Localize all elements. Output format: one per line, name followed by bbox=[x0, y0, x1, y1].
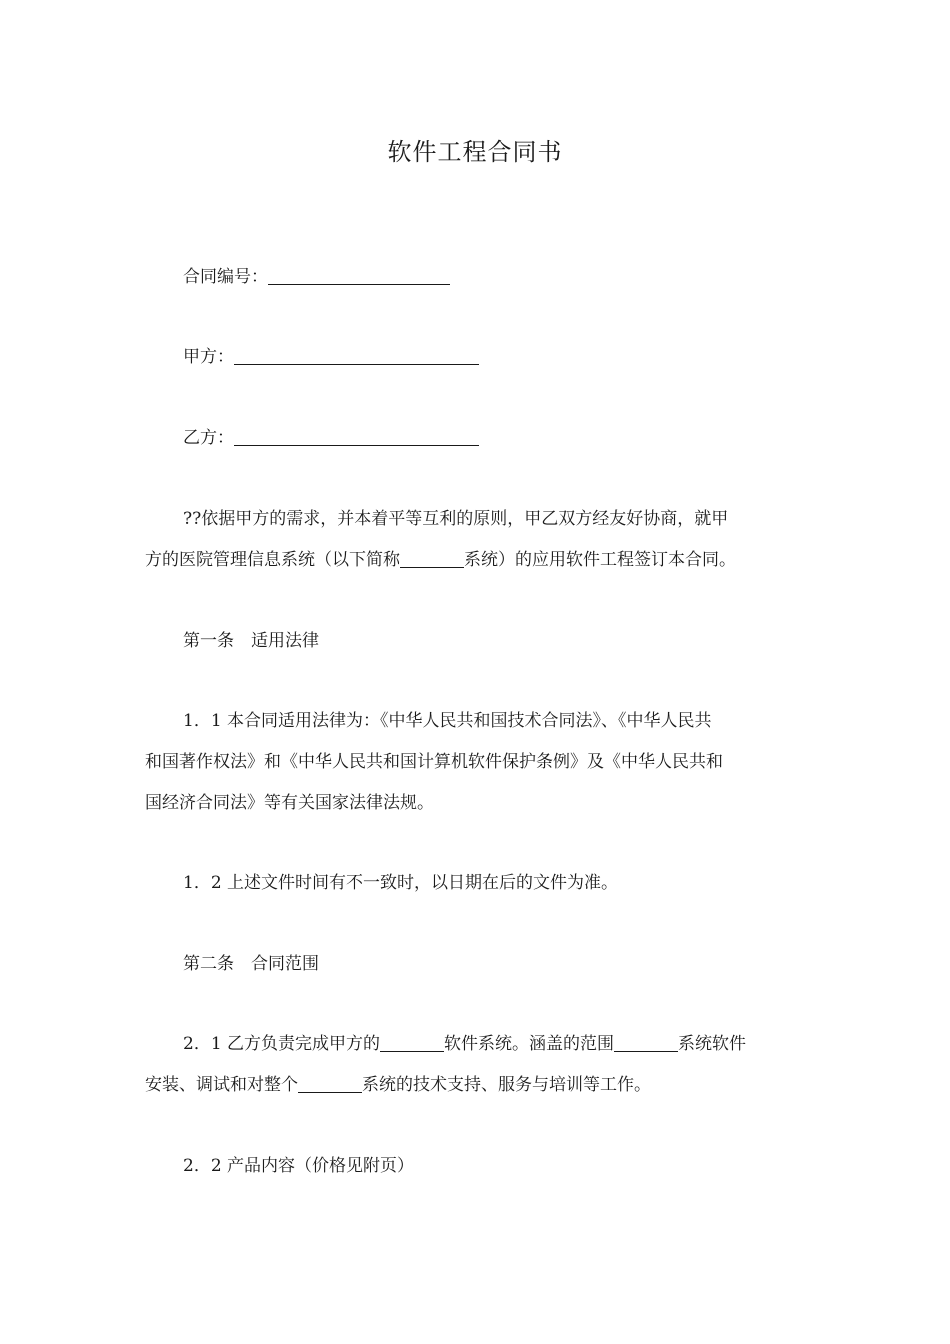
clause-2-1-text-b: 软件系统。涵盖的范围 bbox=[444, 1034, 615, 1054]
clause-2-2: 2．2 产品内容（价格见附页） bbox=[183, 1156, 415, 1176]
document-title: 软件工程合同书 bbox=[387, 138, 563, 166]
system-blank bbox=[298, 1072, 362, 1093]
clause-1-1-line-2: 和国著作权法》和《中华人民共和国计算机软件保护条例》及《中华人民共和 bbox=[145, 752, 723, 772]
clause-2-1-text-a: 2．1 乙方负责完成甲方的 bbox=[183, 1034, 381, 1054]
party-a-line bbox=[183, 337, 843, 377]
party-b-line bbox=[183, 418, 843, 458]
intro-text-a: 方的医院管理信息系统（以下简称 bbox=[145, 550, 400, 570]
party-a-label: 甲方： bbox=[183, 347, 234, 367]
clause-2-1-text-e: 系统的技术支持、服务与培训等工作。 bbox=[362, 1075, 651, 1095]
contract-number-blank bbox=[268, 264, 450, 285]
clause-1-1-line-1: 1．1 本合同适用法律为：《中华人民共和国技术合同法》、《中华人民共 bbox=[183, 711, 712, 731]
contract-number-label: 合同编号： bbox=[183, 267, 268, 287]
party-b-blank bbox=[234, 425, 479, 446]
contract-number-line bbox=[183, 257, 843, 297]
intro-line-1: ??依据甲方的需求，并本着平等互利的原则，甲乙双方经友好协商，就甲 bbox=[183, 509, 729, 529]
clause-2-1-text-c: 系统软件 bbox=[678, 1034, 747, 1054]
clause-1-2: 1．2 上述文件时间有不一致时，以日期在后的文件为准。 bbox=[183, 873, 619, 893]
clause-1-1-line-3: 国经济合同法》等有关国家法律法规。 bbox=[145, 793, 434, 813]
article-1-heading: 第一条 适用法律 bbox=[183, 631, 319, 651]
party-b-label: 乙方： bbox=[183, 428, 234, 448]
scope-blank bbox=[614, 1031, 678, 1052]
clause-2-1-line-1 bbox=[183, 1024, 843, 1064]
clause-2-1-line-2 bbox=[145, 1065, 805, 1105]
software-name-blank bbox=[380, 1031, 444, 1052]
intro-line-2 bbox=[145, 540, 805, 580]
clause-2-1-text-d: 安装、调试和对整个 bbox=[145, 1075, 298, 1095]
intro-text-b: 系统）的应用软件工程签订本合同。 bbox=[464, 550, 736, 570]
party-a-blank bbox=[234, 344, 479, 365]
article-2-heading: 第二条 合同范围 bbox=[183, 954, 319, 974]
system-name-blank bbox=[400, 547, 464, 568]
